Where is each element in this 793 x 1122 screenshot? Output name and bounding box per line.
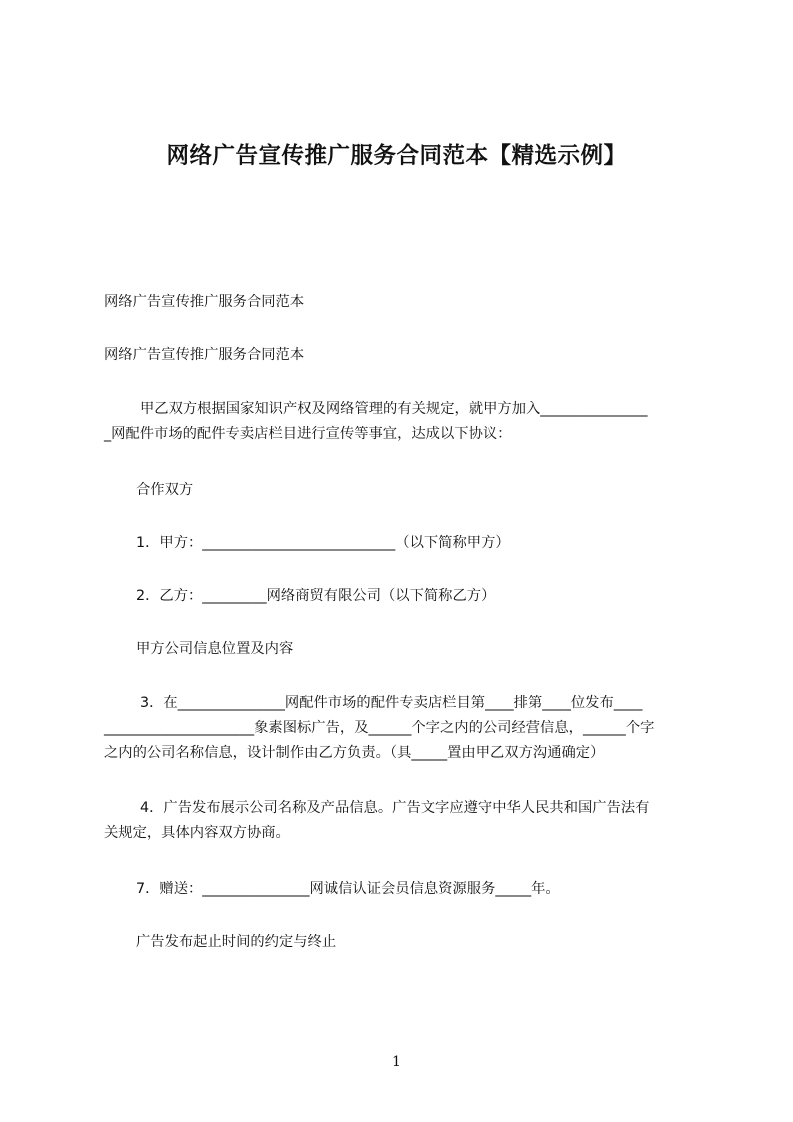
preamble-line-2: _网配件市场的配件专卖店栏目进行宣传等事宜，达成以下协议： [104, 426, 512, 442]
preamble-line-1: 甲乙双方根据国家知识产权及网络管理的有关规定，就甲方加入_______________ [140, 401, 648, 417]
clause-4 [104, 796, 710, 846]
paragraph-heading-1: 网络广告宣传推广服务合同范本 [104, 294, 305, 310]
clause-3-line-2: _____________________象素图标广告，及______个字之内的公司经营信息，______个字 [104, 720, 655, 736]
clause-3-line-3: 之内的公司名称信息，设计制作由乙方负责。（具_____置由甲乙双方沟通确定） [104, 745, 605, 761]
clause-4-line-2: 关规定，具体内容双方协商。 [104, 825, 290, 841]
page-number: 1 [392, 1054, 401, 1070]
clause-party-a: 1．甲方：___________________________（以下简称甲方） [136, 535, 510, 551]
paragraph-heading-2: 网络广告宣传推广服务合同范本 [104, 347, 305, 363]
clause-party-b: 2．乙方：_________网络商贸有限公司（以下简称乙方） [136, 588, 496, 604]
section-heading-duration: 广告发布起止时间的约定与终止 [136, 934, 337, 950]
clause-7: 7．赠送：_______________网诚信认证会员信息资源服务_____年。 [136, 881, 560, 897]
clause-3 [104, 691, 710, 766]
section-heading-info: 甲方公司信息位置及内容 [136, 641, 294, 657]
section-heading-parties: 合作双方 [136, 482, 194, 498]
paragraph-preamble [104, 397, 710, 447]
document-title: 网络广告宣传推广服务合同范本【精选示例】 [166, 143, 627, 169]
clause-4-line-1: 4．广告发布展示公司名称及产品信息。广告文字应遵守中华人民共和国广告法有 [140, 800, 650, 816]
clause-3-line-1: 3．在_______________网配件市场的配件专卖店栏目第____排第____位发布____ [140, 695, 643, 711]
